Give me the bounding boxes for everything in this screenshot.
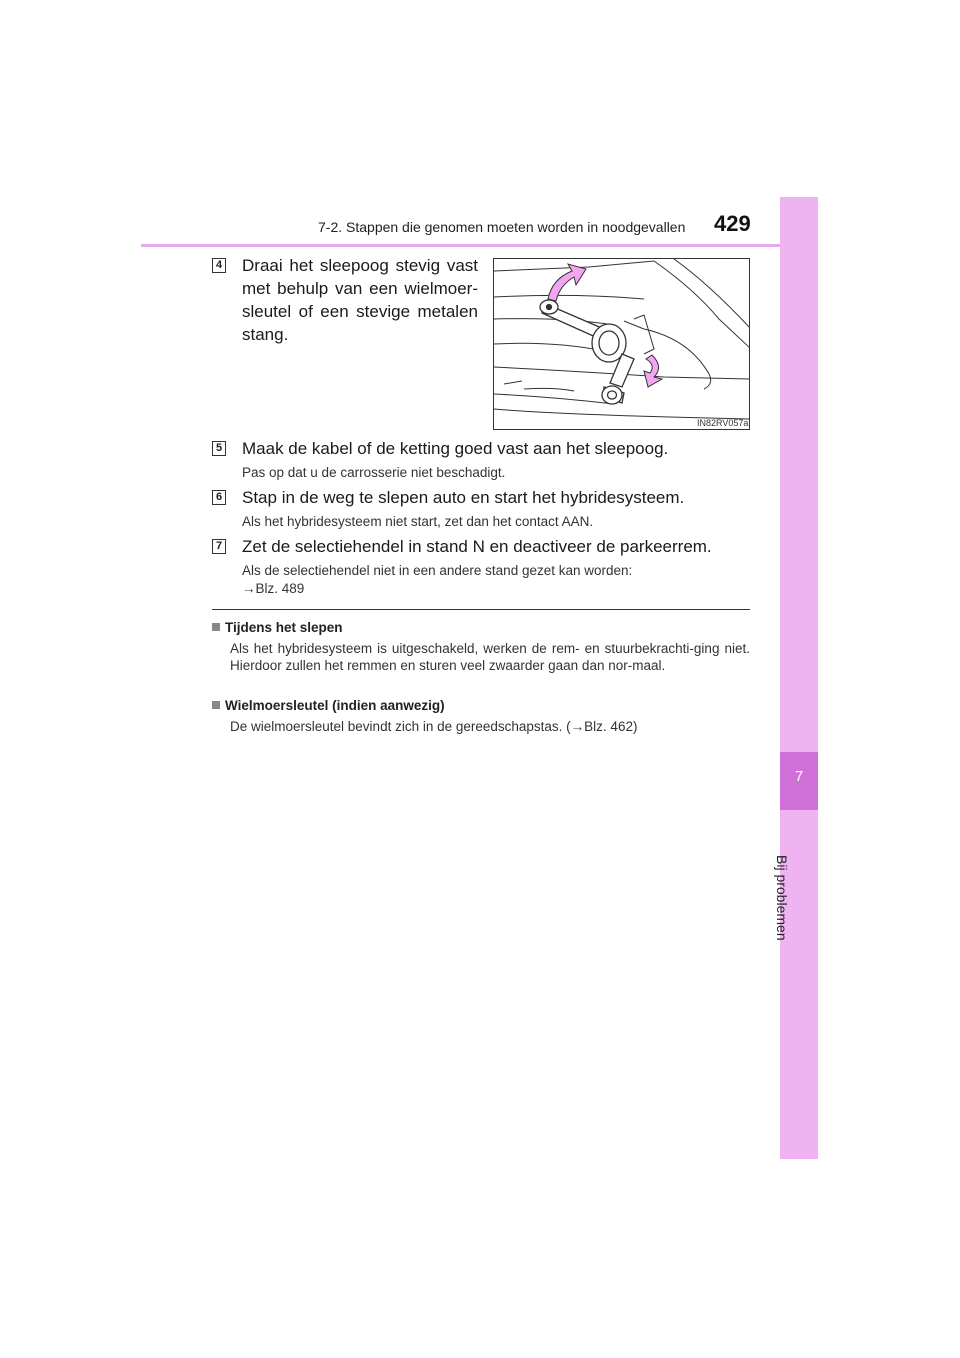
step-text: Zet de selectiehendel in stand N en deactiveer de parkeerrem. bbox=[242, 537, 712, 556]
step-text: Maak de kabel of de ketting goed vast aan het sleepoog. bbox=[242, 439, 669, 458]
note-heading: Wielmoersleutel (indien aanwezig) bbox=[212, 698, 445, 713]
illustration-code: IN82RV057a bbox=[697, 418, 749, 428]
header-rule bbox=[141, 244, 817, 247]
section-divider bbox=[212, 609, 750, 610]
note-heading: Tijdens het slepen bbox=[212, 620, 343, 635]
square-bullet-icon bbox=[212, 623, 220, 631]
step-note: Als het hybridesysteem niet start, zet dan het contact AAN. bbox=[242, 514, 594, 529]
step-text: Draai het sleepoog stevig vast met behulp van een wielmoer-sleutel of een stevige metalen stang. bbox=[242, 256, 478, 344]
section-title: 7-2. Stappen die genomen moeten worden in noodgevallen bbox=[318, 219, 686, 235]
chapter-tab bbox=[780, 197, 818, 1159]
square-bullet-icon bbox=[212, 701, 220, 709]
chapter-label: Bij problemen bbox=[774, 855, 790, 941]
page-reference-link[interactable]: →Blz. 489 bbox=[242, 581, 305, 596]
step-note: Pas op dat u de carrosserie niet beschadigt. bbox=[242, 465, 506, 480]
towing-eye-illustration bbox=[493, 258, 750, 430]
step-number-box: 6 bbox=[212, 490, 226, 505]
chapter-number: 7 bbox=[794, 768, 804, 785]
wrench-on-towing-eye-drawing bbox=[494, 259, 750, 430]
step-number-box: 5 bbox=[212, 441, 226, 456]
page-number: 429 bbox=[714, 211, 751, 236]
step-number-box: 4 bbox=[212, 258, 226, 273]
note-body: Als het hybridesysteem is uitgeschakeld, werken de rem- en stuurbekrachti-ging niet. Hierdoor zullen het remmen en sturen veel zwaarder gaan dan nor-maal. bbox=[230, 641, 750, 673]
step-text: Stap in de weg te slepen auto en start het hybridesysteem. bbox=[242, 488, 685, 507]
note-body: De wielmoersleutel bevindt zich in de gereedschapstas. (→Blz. 462) bbox=[230, 719, 638, 734]
step-note: Als de selectiehendel niet in een andere stand gezet kan worden: bbox=[242, 563, 633, 578]
step-number-box: 7 bbox=[212, 539, 226, 554]
